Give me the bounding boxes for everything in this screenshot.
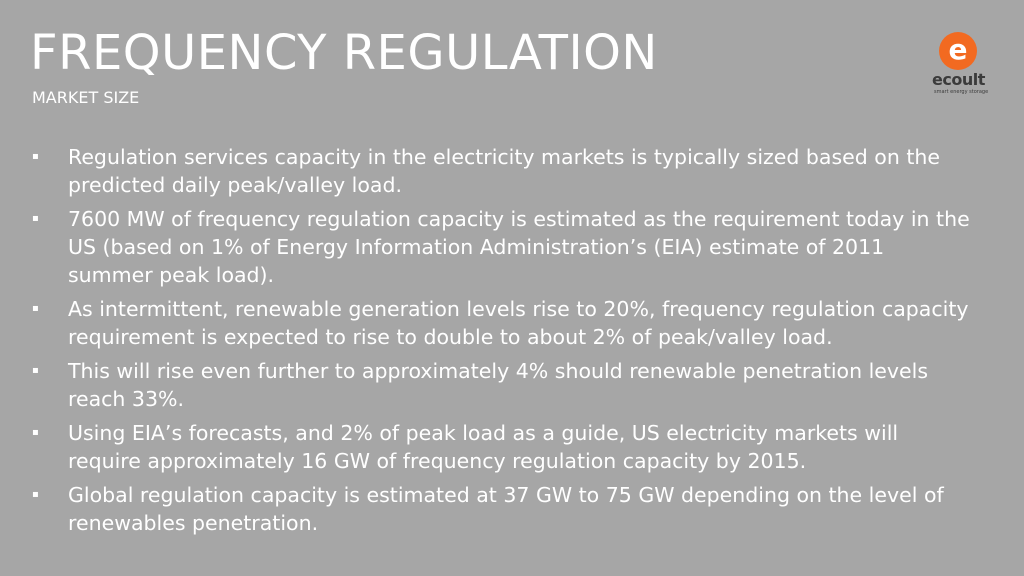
- slide-subtitle: MARKET SIZE: [32, 88, 140, 107]
- bullet-marker-icon: ▪: [32, 213, 39, 224]
- bullet-text: Using EIA’s forecasts, and 2% of peak load as a guide, US electricity markets will require approximately 16 GW of frequency regulation capacity by 2015.: [68, 421, 899, 473]
- bullet-text: This will rise even further to approximately 4% should renewable penetration levels reach 33%.: [68, 359, 929, 411]
- logo-glyph: e: [948, 32, 968, 66]
- bullet-text: 7600 MW of frequency regulation capacity is estimated as the requirement today in the US (based on 1% of Energy Information Administration’s (EIA) estimate of 2011 summer peak load).: [68, 207, 970, 287]
- slide-title: FREQUENCY REGULATION: [30, 25, 658, 81]
- bullet-list: [30, 143, 975, 543]
- bullet-item: [30, 205, 975, 289]
- bullet-marker-icon: ▪: [32, 303, 39, 314]
- logo-e-icon: [939, 32, 977, 70]
- bullet-item: [30, 419, 975, 475]
- bullet-item: [30, 295, 975, 351]
- bullet-marker-icon: ▪: [32, 365, 39, 376]
- ecoult-logo: [926, 30, 992, 100]
- bullet-item: [30, 143, 975, 199]
- bullet-text: Regulation services capacity in the electricity markets is typically sized based on the predicted daily peak/valley load.: [68, 145, 941, 197]
- bullet-text: As intermittent, renewable generation levels rise to 20%, frequency regulation capacity requirement is expected to rise to double to about 2% of peak/valley load.: [68, 297, 969, 349]
- bullet-marker-icon: ▪: [32, 489, 39, 500]
- bullet-marker-icon: ▪: [32, 427, 39, 438]
- logo-tagline: smart energy storage: [934, 89, 989, 95]
- bullet-text: Global regulation capacity is estimated at 37 GW to 75 GW depending on the level of renewables penetration.: [68, 483, 944, 535]
- bullet-item: [30, 357, 975, 413]
- logo-wordmark: ecoult: [932, 70, 985, 89]
- bullet-marker-icon: ▪: [32, 151, 39, 162]
- bullet-item: [30, 481, 975, 537]
